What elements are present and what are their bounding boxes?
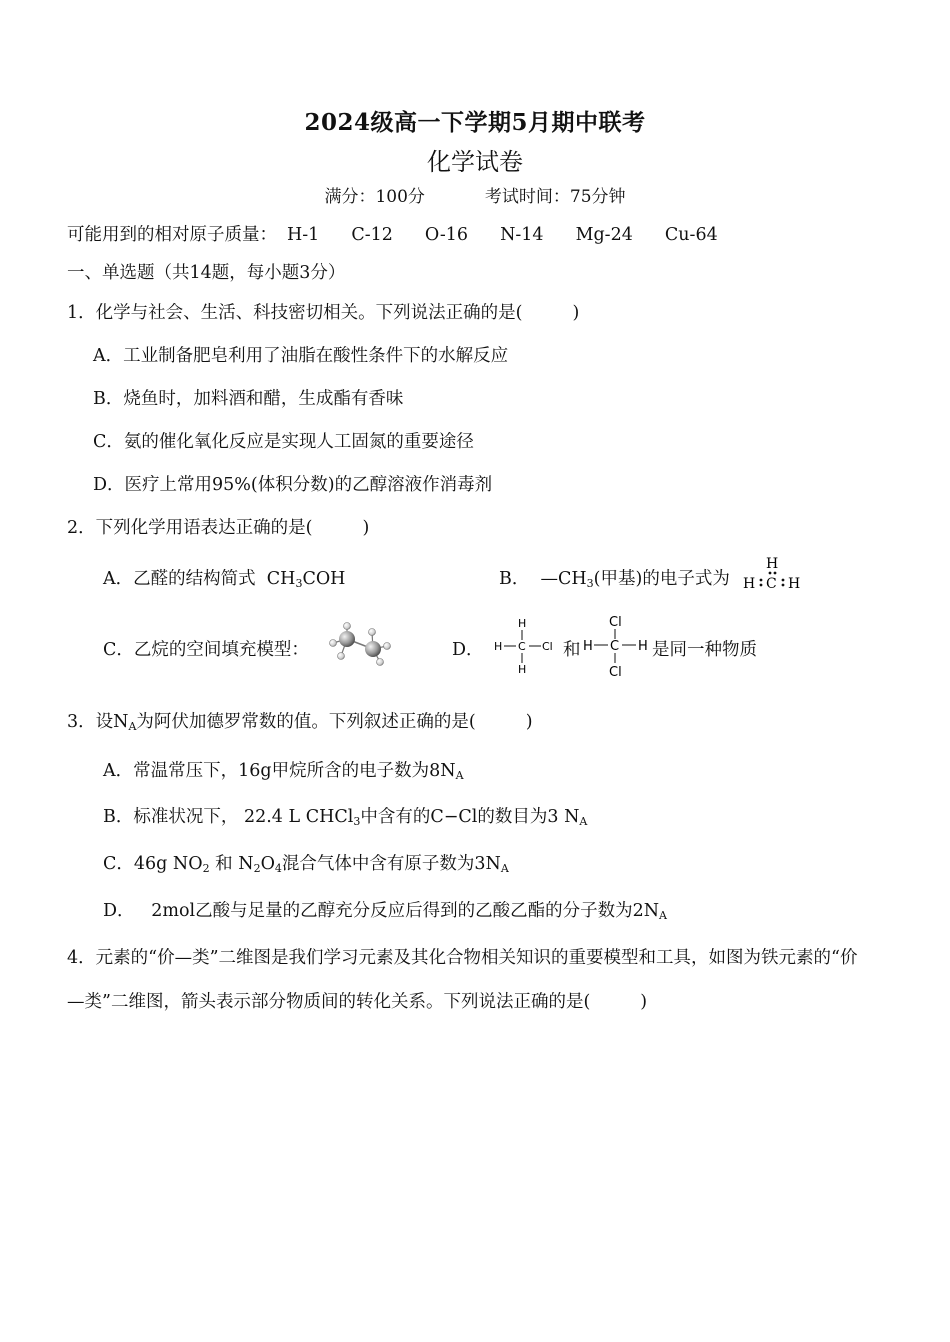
full-score: 满分：100分 (324, 187, 425, 207)
option-text: 混合气体中含有原子数为3N (281, 854, 501, 874)
atom-label: H (518, 617, 527, 630)
formula-subscript: 2 (202, 862, 210, 875)
carbon-atom (339, 631, 355, 647)
formula-subscript: 3 (295, 577, 303, 590)
option-text: 的数目为 (477, 807, 548, 827)
carbon-atom (365, 641, 381, 657)
question-4-stem (67, 936, 872, 1024)
question-4-text: 4．元素的“价—类”二维图是我们学习元素及其化合物相关知识的重要模型和工具，如图为铁元素的“价—类”二维图，箭头表示部分物质间的转化关系。下列说法正确的是( (67, 948, 858, 1012)
formula-subscript: A (128, 720, 137, 733)
answer-paren-close: ) (640, 992, 648, 1012)
formula-part: CHCl (305, 807, 354, 827)
atomic-mass-item: O-16 (424, 225, 469, 245)
option-text: A．常温常压下，16g甲烷所含的电子数为8N (103, 761, 456, 781)
answer-paren-close: ) (525, 712, 533, 732)
atom-label: C (518, 640, 526, 653)
option-b-label: B． (499, 569, 530, 589)
atomic-mass-item: C-12 (351, 225, 393, 245)
answer-paren-close: ) (572, 303, 580, 323)
formula-part: C−Cl (430, 807, 478, 827)
question-3-stem (67, 708, 533, 733)
question-2-text: 2．下列化学用语表达正确的是( (67, 518, 313, 538)
atom-label: Cl (609, 665, 622, 680)
hydrogen-atom (369, 629, 376, 636)
hydrogen-atom (344, 623, 351, 630)
question-2-option-b (499, 565, 730, 590)
option-d-suffix: 是同一种物质 (652, 640, 757, 660)
formula-part: 和 N (215, 854, 254, 874)
formula-subscript: 2 (253, 862, 261, 875)
exam-title: 2024级高一下学期5月期中联考 (304, 109, 646, 136)
formula-subscript: 4 (274, 862, 282, 875)
question-1-option-b: B．烧鱼时，加料酒和醋，生成酯有香味 (93, 389, 404, 409)
option-text: 2mol乙酸与足量的乙醇充分反应后得到的乙酸乙酯的分子数为 (151, 901, 633, 921)
atom-label: H (788, 576, 801, 592)
formula-part: COH (302, 569, 346, 589)
question-3-text: 3．设 (67, 712, 114, 732)
formula-subscript: 3 (353, 815, 361, 828)
formula-part: CH (266, 569, 296, 589)
formula-part: 2N (632, 901, 660, 921)
question-3-option-b (103, 803, 587, 828)
formula-part: —CH (540, 569, 587, 589)
atom-label: C (610, 639, 620, 654)
question-2-stem (67, 514, 369, 539)
answer-paren-close: ) (362, 518, 370, 538)
electron-dot (782, 584, 785, 587)
question-2-option-d-label: D． (452, 640, 484, 660)
atomic-masses (67, 221, 750, 246)
atom-label: Cl (542, 640, 553, 653)
atomic-mass-item: H-1 (287, 225, 320, 245)
formula-part: C．46g NO (103, 854, 203, 874)
methyl-electron-dot-formula (742, 554, 806, 592)
question-2-option-a (103, 565, 345, 590)
atom-label: H (766, 556, 779, 572)
option-text: B．标准状况下， (103, 807, 239, 827)
electron-dot (760, 579, 763, 582)
option-text: 中含有的 (360, 807, 431, 827)
formula-subscript: A (659, 909, 667, 922)
hydrogen-atom (377, 659, 384, 666)
question-1-text: 1．化学与社会、生活、科技密切相关。下列说法正确的是( (67, 303, 523, 323)
section-heading: 一、单选题（共14题，每小题3分） (67, 263, 346, 283)
hydrogen-atom (384, 643, 391, 650)
question-1-option-a: A．工业制备肥皂利用了油脂在酸性条件下的水解反应 (93, 346, 509, 366)
option-a-label: A．乙醛的结构简式 (103, 569, 256, 589)
question-1-option-c: C．氨的催化氧化反应是实现人工固氮的重要途径 (93, 432, 474, 452)
question-3-option-d (103, 897, 667, 922)
atom-label: H (518, 663, 527, 675)
electron-dot (782, 579, 785, 582)
exam-meta (0, 182, 950, 207)
hydrogen-atom (330, 640, 337, 647)
atom-label: H (638, 639, 648, 654)
formula-part: O (260, 854, 275, 874)
question-1-option-d: D．医疗上常用95%(体积分数)的乙醇溶液作消毒剂 (93, 475, 493, 495)
option-d-label: D． (103, 901, 135, 921)
dichloromethane-structure-1 (493, 613, 563, 675)
atomic-masses-label: 可能用到的相对原子质量： (67, 225, 277, 245)
atom-label: C (766, 576, 777, 592)
formula-part: 3 N (547, 807, 580, 827)
question-3-option-a (103, 757, 464, 782)
formula-subscript: A (579, 815, 588, 828)
atom-label: H (583, 639, 593, 654)
ethane-space-filling-model (325, 622, 395, 666)
formula-part: 22.4 L (243, 807, 301, 827)
question-3-text: 为阿伏加德罗常数的值。下列叙述正确的是( (136, 712, 476, 732)
question-1-stem (67, 299, 579, 324)
exam-subject: 化学试卷 (427, 148, 523, 176)
formula-part: (甲基)的电子式为 (593, 569, 730, 589)
atomic-mass-item: N-14 (500, 225, 544, 245)
electron-dot (769, 572, 772, 575)
atomic-mass-item: Cu-64 (664, 225, 718, 245)
atom-label: Cl (609, 615, 622, 630)
dichloromethane-structure-2 (582, 610, 654, 680)
electron-dot (760, 584, 763, 587)
hydrogen-atom (338, 653, 345, 660)
exam-time: 考试时间：75分钟 (484, 187, 626, 207)
electron-dot (774, 572, 777, 575)
option-d-and: 和 (563, 640, 581, 660)
atom-label: H (743, 576, 756, 592)
question-2-option-c: C．乙烷的空间填充模型： (103, 640, 309, 660)
formula-subscript: A (455, 769, 464, 782)
formula-subscript: A (500, 862, 509, 875)
formula-part: N (113, 712, 129, 732)
formula-subscript: 3 (586, 577, 594, 590)
atom-label: H (494, 640, 503, 653)
atomic-mass-item: Mg-24 (575, 225, 633, 245)
question-3-option-c (103, 850, 509, 875)
